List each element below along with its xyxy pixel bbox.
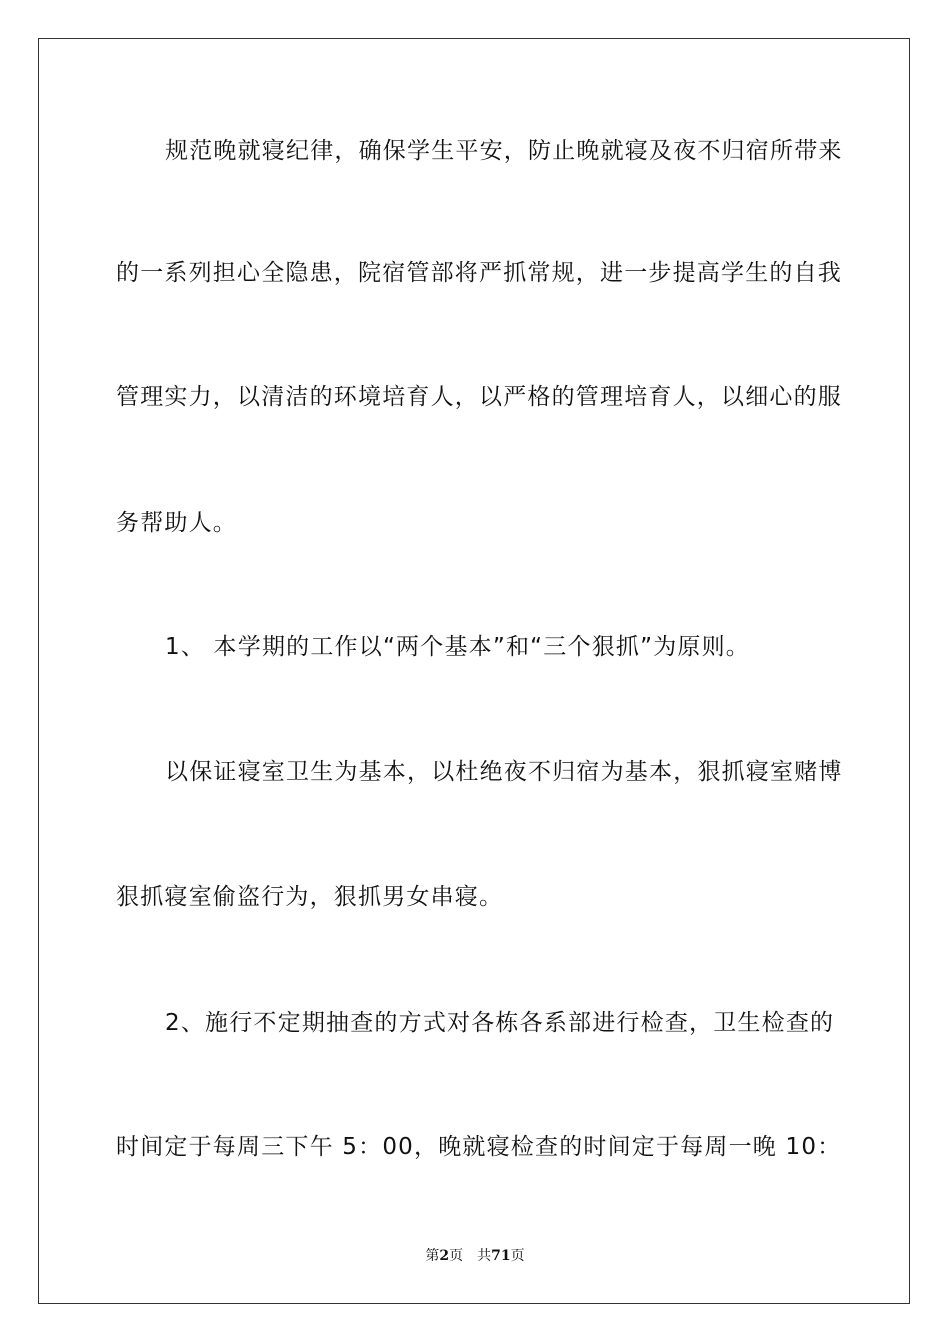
list-item-2: 2、施行不定期抽查的方式对各栋各系部进行检查，卫生检查的 bbox=[165, 1010, 835, 1036]
paragraph-line-2: 的一系列担心全隐患，院宿管部将严抓常规，进一步提高学生的自我 bbox=[116, 260, 842, 286]
footer-total-prefix: 共 bbox=[477, 1248, 492, 1264]
footer-page-number: 2 bbox=[439, 1248, 450, 1264]
paragraph-line-4: 务帮助人。 bbox=[116, 510, 237, 536]
page-border bbox=[38, 38, 910, 1304]
footer-total-pages: 71 bbox=[491, 1248, 511, 1264]
footer-page-prefix: 第 bbox=[425, 1248, 440, 1264]
paragraph-line-1: 规范晚就寝纪律，确保学生平安，防止晚就寝及夜不归宿所带来 bbox=[165, 138, 843, 164]
paragraph-line-5: 以保证寝室卫生为基本，以杜绝夜不归宿为基本，狠抓寝室赌博 bbox=[165, 759, 843, 785]
paragraph-line-6: 狠抓寝室偷盗行为，狠抓男女串寝。 bbox=[116, 884, 504, 910]
footer-total-suffix: 页 bbox=[510, 1248, 525, 1264]
footer-page-suffix: 页 bbox=[449, 1248, 464, 1264]
paragraph-line-3: 管理实力，以清洁的环境培育人，以严格的管理培育人，以细心的服 bbox=[116, 384, 842, 410]
paragraph-line-7: 时间定于每周三下午 5：00，晚就寝检查的时间定于每周一晚 10： bbox=[116, 1134, 842, 1160]
list-item-1: 1、 本学期的工作以“两个基本”和“三个狠抓”为原则。 bbox=[165, 634, 751, 660]
page-footer bbox=[0, 1247, 950, 1265]
